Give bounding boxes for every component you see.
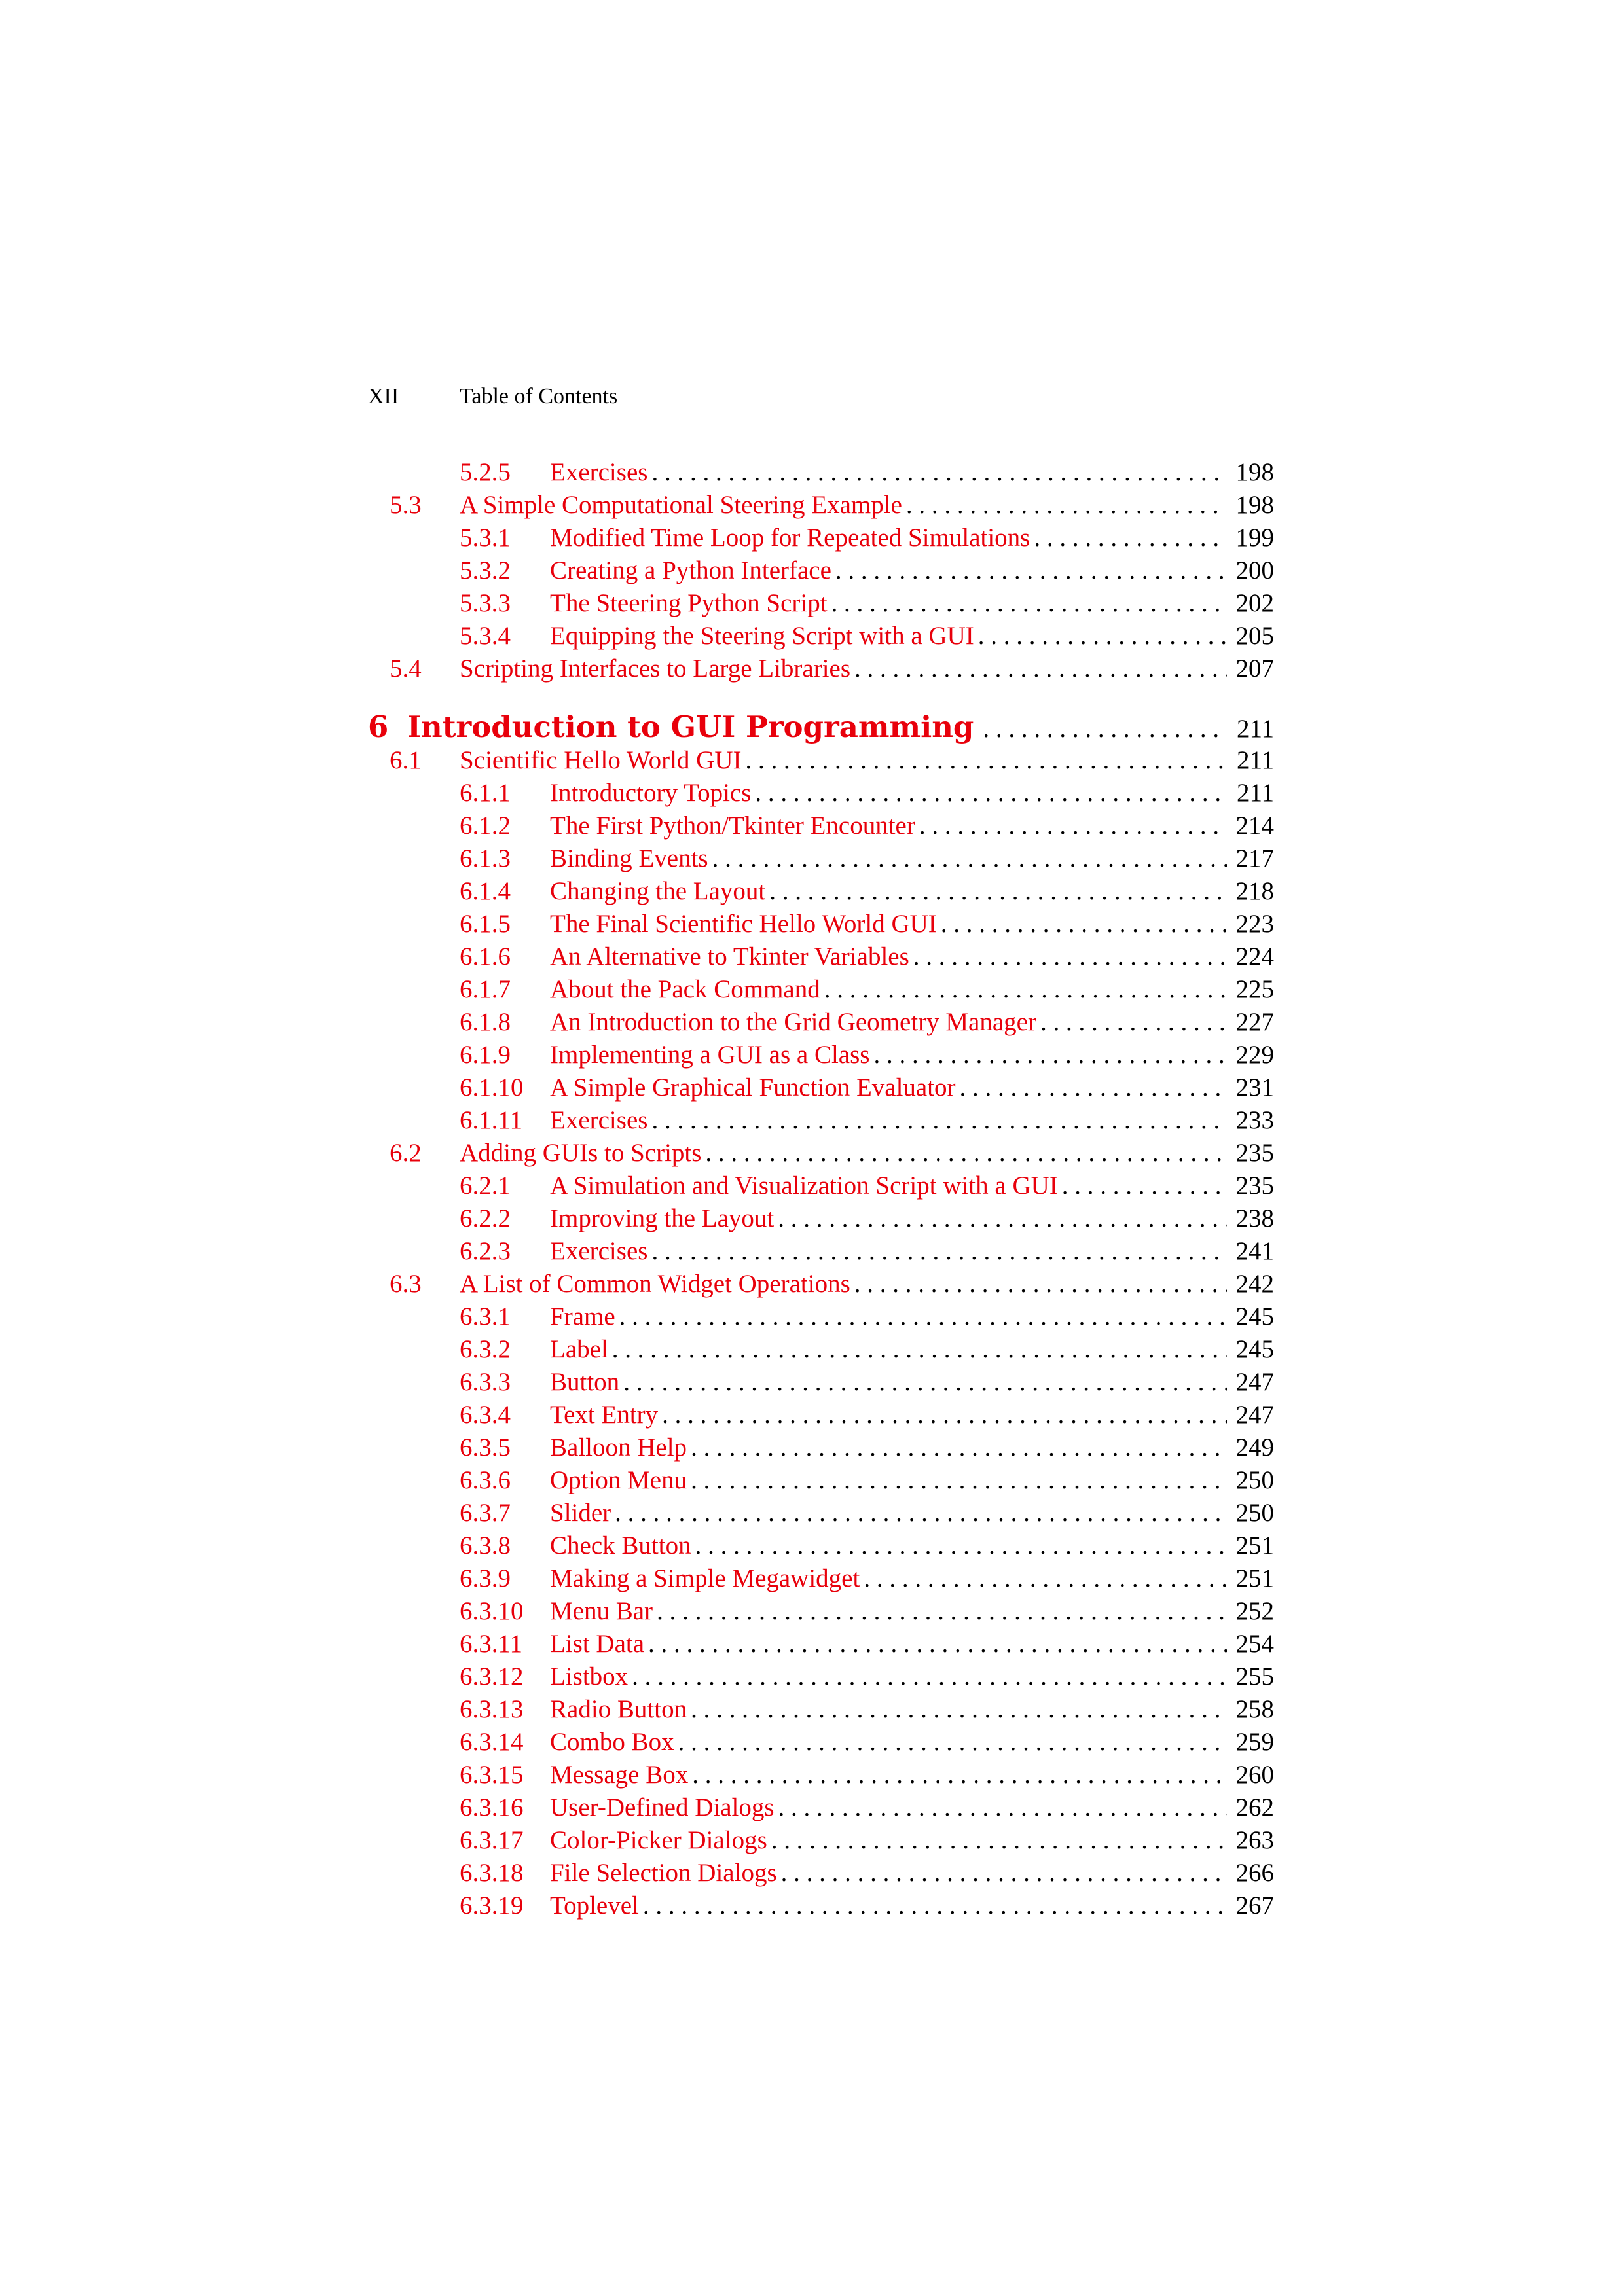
toc-page-number: 224: [1227, 941, 1274, 973]
toc-page-number: 258: [1227, 1693, 1274, 1726]
toc-entry-line: [550, 777, 1274, 810]
toc-entry-number[interactable]: 6.3.5: [460, 1433, 511, 1462]
toc-entry-title-link[interactable]: Improving the Layout: [550, 1202, 778, 1235]
toc-entry-line: [550, 1006, 1274, 1039]
toc-page-number: 223: [1227, 908, 1274, 941]
toc-entry-title-link[interactable]: Creating a Python Interface: [550, 554, 835, 587]
toc-page-number: 245: [1227, 1333, 1274, 1366]
toc-section-entry[interactable]: [368, 653, 1274, 685]
toc-subsection-entry[interactable]: [368, 554, 1274, 587]
toc-subsection-entry[interactable]: [368, 1431, 1274, 1464]
dot-leader: [873, 1039, 1227, 1071]
toc-entry-number[interactable]: 6.1.8: [460, 1008, 511, 1036]
toc-page-number: 259: [1227, 1726, 1274, 1759]
toc-entry-line: [550, 1039, 1274, 1071]
toc-entry-title-link[interactable]: Menu Bar: [550, 1595, 657, 1628]
dot-leader: [651, 456, 1227, 489]
toc-page-number: 238: [1227, 1202, 1274, 1235]
toc-page-number: 263: [1227, 1824, 1274, 1857]
toc-page-number: 231: [1227, 1071, 1274, 1104]
toc-entry-line: [550, 1824, 1274, 1857]
toc-entry-title-link[interactable]: Binding Events: [550, 842, 712, 875]
toc-entry-title-link[interactable]: An Alternative to Tkinter Variables: [550, 941, 913, 973]
toc-entry-number[interactable]: 5.3.2: [460, 556, 511, 584]
dot-leader: [778, 1791, 1227, 1824]
dot-leader: [691, 1464, 1227, 1497]
toc-subsection-entry[interactable]: [368, 842, 1274, 875]
toc-subsection-entry[interactable]: [368, 1333, 1274, 1366]
toc-entry-title-link[interactable]: Color-Picker Dialogs: [550, 1824, 771, 1857]
toc-subsection-entry[interactable]: [368, 908, 1274, 941]
toc-entry-line: [550, 1431, 1274, 1464]
toc-entry-number[interactable]: 6.1.3: [460, 844, 511, 872]
toc-entry-line: [550, 1464, 1274, 1497]
toc-entry-number[interactable]: 6.1: [390, 746, 422, 774]
toc-entry-number[interactable]: 6.1.11: [460, 1106, 523, 1134]
toc-subsection-entry[interactable]: [368, 1824, 1274, 1857]
toc-subsection-entry[interactable]: [368, 973, 1274, 1006]
toc-entry-number[interactable]: 5.4: [390, 655, 422, 683]
toc-section-entry[interactable]: [368, 1268, 1274, 1300]
dot-leader: [854, 653, 1227, 685]
toc-page-number: 202: [1227, 587, 1274, 620]
dot-leader: [657, 1595, 1227, 1628]
toc-page-number: 211: [1227, 777, 1274, 810]
toc-subsection-entry[interactable]: [368, 1235, 1274, 1268]
dot-leader: [978, 620, 1227, 653]
toc-page-number: 225: [1227, 973, 1274, 1006]
toc-subsection-entry[interactable]: [368, 587, 1274, 620]
toc-page-number: 242: [1227, 1268, 1274, 1300]
dot-leader: [691, 1693, 1227, 1726]
toc-subsection-entry[interactable]: [368, 1660, 1274, 1693]
dot-leader: [651, 1235, 1227, 1268]
toc-subsection-entry[interactable]: [368, 875, 1274, 908]
chapter-number[interactable]: 6: [368, 709, 389, 744]
dot-leader: [691, 1431, 1227, 1464]
dot-leader: [612, 1333, 1227, 1366]
toc-subsection-entry[interactable]: [368, 1300, 1274, 1333]
toc-section-entry[interactable]: [368, 1137, 1274, 1170]
toc-entry-title-link[interactable]: A Simulation and Visualization Script with a GUI: [550, 1170, 1062, 1202]
toc-page-number: 198: [1227, 456, 1274, 489]
toc-entry-number[interactable]: 6.3.2: [460, 1335, 511, 1363]
toc-entry-title-link[interactable]: Option Menu: [550, 1464, 691, 1497]
toc-entry-title-link[interactable]: Changing the Layout: [550, 875, 769, 908]
toc-entry-number[interactable]: 6.3.15: [460, 1761, 524, 1789]
toc-entry-line: [550, 1071, 1274, 1104]
toc-entry-number[interactable]: 5.2.5: [460, 458, 511, 486]
dot-leader: [960, 1071, 1227, 1104]
toc-entry-number[interactable]: 5.3: [390, 491, 422, 519]
toc-entry-title-link[interactable]: Implementing a GUI as a Class: [550, 1039, 873, 1071]
toc-subsection-entry[interactable]: [368, 456, 1274, 489]
toc-entry-title-link[interactable]: Message Box: [550, 1759, 692, 1791]
toc-entry-number[interactable]: 6.3.11: [460, 1630, 523, 1658]
toc-page-number: 227: [1227, 1006, 1274, 1039]
toc-subsection-entry[interactable]: [368, 1628, 1274, 1660]
dot-leader: [705, 1137, 1227, 1170]
toc-entry-line: [460, 744, 1274, 777]
dot-leader: [678, 1726, 1227, 1759]
dot-leader: [648, 1628, 1227, 1660]
toc-entry-number[interactable]: 6.3.18: [460, 1859, 524, 1887]
toc-chapter-entry[interactable]: [368, 708, 1274, 747]
toc-entry-line: [460, 1137, 1274, 1170]
toc-entry-number[interactable]: 6.1.10: [460, 1073, 524, 1102]
toc-entry-number[interactable]: 6.2.3: [460, 1237, 511, 1265]
toc-entry-line: [550, 1235, 1274, 1268]
dot-leader: [623, 1366, 1227, 1399]
toc-entry-title-link[interactable]: File Selection Dialogs: [550, 1857, 781, 1890]
toc-entry-title-link[interactable]: Modified Time Loop for Repeated Simulations: [550, 522, 1034, 554]
toc-page-number: 241: [1227, 1235, 1274, 1268]
dot-leader: [906, 489, 1227, 522]
toc-entry-title-link[interactable]: Label: [550, 1333, 612, 1366]
dot-leader: [864, 1562, 1227, 1595]
toc-entry-number[interactable]: 6.3.4: [460, 1401, 511, 1429]
toc-subsection-entry[interactable]: [368, 1759, 1274, 1791]
toc-entry-line: [550, 973, 1274, 1006]
toc-subsection-entry[interactable]: [368, 1693, 1274, 1726]
toc-subsection-entry[interactable]: [368, 1399, 1274, 1431]
toc-entry-title-link[interactable]: Text Entry: [550, 1399, 662, 1431]
toc-page-number: 252: [1227, 1595, 1274, 1628]
toc-entry-line: [460, 489, 1274, 522]
toc-entry-number[interactable]: 6.1.9: [460, 1041, 511, 1069]
toc-page-number: 255: [1227, 1660, 1274, 1693]
toc-page-number: 235: [1227, 1170, 1274, 1202]
toc-subsection-entry[interactable]: [368, 1497, 1274, 1530]
toc-entry-number[interactable]: 6.1.1: [460, 779, 511, 807]
toc-page-number: 199: [1227, 522, 1274, 554]
toc-page-number: 217: [1227, 842, 1274, 875]
toc-subsection-entry[interactable]: [368, 1202, 1274, 1235]
toc-entry-number[interactable]: 5.3.4: [460, 622, 511, 650]
toc-entry-line: [550, 1104, 1274, 1137]
dot-leader: [778, 1202, 1227, 1235]
toc-entry-line: [550, 587, 1274, 620]
toc-page-number: 198: [1227, 489, 1274, 522]
toc-entry-line: [550, 842, 1274, 875]
toc-entry-number[interactable]: 6.3.17: [460, 1826, 524, 1854]
toc-entry-line: [550, 1497, 1274, 1530]
chapter-title-link[interactable]: Introduction to GUI Programming: [407, 708, 983, 747]
dot-leader: [835, 554, 1227, 587]
toc-page-number: 200: [1227, 554, 1274, 587]
toc-subsection-entry[interactable]: [368, 1170, 1274, 1202]
toc-entry-number[interactable]: 5.3.3: [460, 589, 511, 617]
toc-page-number: 245: [1227, 1300, 1274, 1333]
page-number: XII: [368, 384, 399, 408]
toc-entry-title-link[interactable]: Exercises: [550, 456, 651, 489]
dot-leader: [824, 973, 1227, 1006]
dot-leader: [615, 1497, 1227, 1530]
toc-entry-number[interactable]: 6.3.19: [460, 1892, 524, 1920]
dot-leader: [831, 587, 1227, 620]
chapter-page-number: 211: [1227, 709, 1274, 749]
toc-entry-line: [550, 941, 1274, 973]
toc-entry-line: [550, 1628, 1274, 1660]
toc-page-number: 250: [1227, 1497, 1274, 1530]
dot-leader: [781, 1857, 1227, 1890]
toc-subsection-entry[interactable]: [368, 1890, 1274, 1922]
toc-subsection-entry[interactable]: [368, 1104, 1274, 1137]
toc-section-entry[interactable]: [368, 489, 1274, 522]
toc-entry-number[interactable]: 6.3.6: [460, 1466, 511, 1494]
toc-subsection-entry[interactable]: [368, 1530, 1274, 1562]
toc-entry-line: [550, 1170, 1274, 1202]
toc-entry-line: [550, 1759, 1274, 1791]
toc-entry-line: [550, 875, 1274, 908]
toc-page-number: 247: [1227, 1366, 1274, 1399]
toc-entry-number[interactable]: 6.3.8: [460, 1532, 511, 1560]
toc-entry-title-link[interactable]: Radio Button: [550, 1693, 691, 1726]
dot-leader: [692, 1759, 1227, 1791]
toc-entry-line: [550, 1791, 1274, 1824]
toc-entry-title-link[interactable]: Exercises: [550, 1104, 651, 1137]
toc-page-number: 205: [1227, 620, 1274, 653]
toc-subsection-entry[interactable]: [368, 810, 1274, 842]
toc-entry-title-link[interactable]: Scientific Hello World GUI: [460, 744, 745, 777]
toc-entry-title-link[interactable]: Balloon Help: [550, 1431, 691, 1464]
dot-leader: [651, 1104, 1227, 1137]
toc-subsection-entry[interactable]: [368, 777, 1274, 810]
toc-subsection-entry[interactable]: [368, 1039, 1274, 1071]
toc-entry-title-link[interactable]: Exercises: [550, 1235, 651, 1268]
toc-page-number: 247: [1227, 1399, 1274, 1431]
toc-entry-title-link[interactable]: About the Pack Command: [550, 973, 824, 1006]
toc-page-number: 266: [1227, 1857, 1274, 1890]
toc-entry-title-link[interactable]: List Data: [550, 1628, 648, 1660]
toc-subsection-entry[interactable]: [368, 1562, 1274, 1595]
toc-entry-line: [550, 1595, 1274, 1628]
toc-entry-line: [550, 810, 1274, 842]
toc-subsection-entry[interactable]: [368, 1366, 1274, 1399]
toc-subsection-entry[interactable]: [368, 522, 1274, 554]
toc-entry-line: [550, 1660, 1274, 1693]
dot-leader: [662, 1399, 1227, 1431]
toc-entry-line: [550, 1693, 1274, 1726]
toc-entry-number[interactable]: 6.3.3: [460, 1368, 511, 1396]
dot-leader: [1034, 522, 1227, 554]
toc-entry-number[interactable]: 6.3.14: [460, 1728, 524, 1756]
dot-leader: [643, 1890, 1227, 1922]
toc-page-number: 260: [1227, 1759, 1274, 1791]
toc-entry-line: [550, 1202, 1274, 1235]
toc-entry-title-link[interactable]: Scripting Interfaces to Large Libraries: [460, 653, 854, 685]
dot-leader: [771, 1824, 1227, 1857]
toc-page-number: 249: [1227, 1431, 1274, 1464]
toc-entry-title-link[interactable]: Adding GUIs to Scripts: [460, 1137, 705, 1170]
toc-page-number: 229: [1227, 1039, 1274, 1071]
dot-leader: [854, 1268, 1227, 1300]
toc-subsection-entry[interactable]: [368, 1595, 1274, 1628]
toc-page-number: 233: [1227, 1104, 1274, 1137]
dot-leader: [712, 842, 1227, 875]
toc-subsection-entry[interactable]: [368, 1726, 1274, 1759]
dot-leader: [619, 1300, 1227, 1333]
toc-entry-number[interactable]: 6.1.5: [460, 910, 511, 938]
toc-entry-title-link[interactable]: Frame: [550, 1300, 619, 1333]
toc-entry-number[interactable]: 5.3.1: [460, 524, 511, 552]
toc-entry-line: [550, 554, 1274, 587]
toc-entry-title-link[interactable]: A Simple Computational Steering Example: [460, 489, 906, 522]
toc-entry-number[interactable]: 6.3: [390, 1270, 422, 1298]
toc-entry-line: [550, 908, 1274, 941]
toc-entry-number[interactable]: 6.2: [390, 1139, 422, 1167]
dot-leader: [919, 810, 1227, 842]
toc-entry-title-link[interactable]: Slider: [550, 1497, 615, 1530]
toc-page-number: 250: [1227, 1464, 1274, 1497]
toc-page-number: 267: [1227, 1890, 1274, 1922]
dot-leader: [983, 709, 1227, 749]
toc-entry-title-link[interactable]: The Final Scientific Hello World GUI: [550, 908, 941, 941]
toc-page-number: 214: [1227, 810, 1274, 842]
toc-page-number: 235: [1227, 1137, 1274, 1170]
toc-entry-line: [550, 1857, 1274, 1890]
toc-entry-title-link[interactable]: The Steering Python Script: [550, 587, 831, 620]
toc-page-number: 254: [1227, 1628, 1274, 1660]
toc-subsection-entry[interactable]: [368, 941, 1274, 973]
toc-entry-title-link[interactable]: Introductory Topics: [550, 777, 755, 810]
toc-page-number: 207: [1227, 653, 1274, 685]
toc-entry-title-link[interactable]: Button: [550, 1366, 623, 1399]
toc-entry-line: [550, 1399, 1274, 1431]
running-title: Table of Contents: [460, 384, 618, 408]
toc-subsection-entry[interactable]: [368, 1857, 1274, 1890]
toc-entry-title-link[interactable]: A List of Common Widget Operations: [460, 1268, 854, 1300]
toc-entry-title-link[interactable]: Check Button: [550, 1530, 695, 1562]
toc-page-number: 218: [1227, 875, 1274, 908]
toc-subsection-entry[interactable]: [368, 1464, 1274, 1497]
toc-subsection-entry[interactable]: [368, 1791, 1274, 1824]
chapter-line: [407, 708, 1274, 749]
toc-entry-line: [550, 1562, 1274, 1595]
toc-entry-number[interactable]: 6.2.2: [460, 1204, 511, 1232]
toc-page-number: 211: [1227, 744, 1274, 777]
toc-entry-title-link[interactable]: An Introduction to the Grid Geometry Manager: [550, 1006, 1040, 1039]
toc-entry-line: [550, 522, 1274, 554]
dot-leader: [1040, 1006, 1227, 1039]
toc-entry-line: [460, 1268, 1274, 1300]
dot-leader: [941, 908, 1227, 941]
toc-entry-number[interactable]: 6.3.9: [460, 1564, 511, 1592]
dot-leader: [755, 777, 1227, 810]
toc-entry-line: [550, 1300, 1274, 1333]
toc-entry-number[interactable]: 6.1.2: [460, 812, 511, 840]
toc-entry-number[interactable]: 6.3.7: [460, 1499, 511, 1527]
toc-entry-title-link[interactable]: A Simple Graphical Function Evaluator: [550, 1071, 960, 1104]
dot-leader: [1062, 1170, 1227, 1202]
toc-entry-line: [550, 1333, 1274, 1366]
toc-entry-title-link[interactable]: User-Defined Dialogs: [550, 1791, 778, 1824]
toc-entry-number[interactable]: 6.3.12: [460, 1662, 524, 1691]
dot-leader: [695, 1530, 1227, 1562]
dot-leader: [632, 1660, 1227, 1693]
toc-entry-line: [550, 456, 1274, 489]
toc-subsection-entry[interactable]: [368, 620, 1274, 653]
running-header: [368, 384, 1285, 417]
toc-entry-number[interactable]: 6.2.1: [460, 1172, 511, 1200]
toc-entry-title-link[interactable]: The First Python/Tkinter Encounter: [550, 810, 919, 842]
toc-entry-number[interactable]: 6.1.4: [460, 877, 511, 905]
toc-entry-number[interactable]: 6.1.6: [460, 942, 511, 971]
dot-leader: [913, 941, 1227, 973]
toc-entry-title-link[interactable]: Combo Box: [550, 1726, 678, 1759]
toc-section-entry[interactable]: [368, 744, 1274, 777]
toc-entry-line: [550, 1726, 1274, 1759]
toc-page-number: 262: [1227, 1791, 1274, 1824]
toc-entry-title-link[interactable]: Making a Simple Megawidget: [550, 1562, 864, 1595]
toc-entry-number[interactable]: 6.3.13: [460, 1695, 524, 1723]
dot-leader: [745, 744, 1227, 777]
toc-entry-number[interactable]: 6.1.7: [460, 975, 511, 1003]
toc-entry-title-link[interactable]: Equipping the Steering Script with a GUI: [550, 620, 978, 653]
toc-entry-title-link[interactable]: Listbox: [550, 1660, 632, 1693]
toc-entry-line: [550, 1890, 1274, 1922]
toc-subsection-entry[interactable]: [368, 1071, 1274, 1104]
toc-page-number: 251: [1227, 1530, 1274, 1562]
toc-subsection-entry[interactable]: [368, 1006, 1274, 1039]
toc-entry-title-link[interactable]: Toplevel: [550, 1890, 643, 1922]
toc-entry-number[interactable]: 6.3.16: [460, 1793, 524, 1821]
toc-page-number: 251: [1227, 1562, 1274, 1595]
toc-entry-line: [550, 620, 1274, 653]
toc-entry-line: [550, 1530, 1274, 1562]
toc-entry-line: [460, 653, 1274, 685]
toc-entry-number[interactable]: 6.3.1: [460, 1302, 511, 1331]
dot-leader: [769, 875, 1227, 908]
toc-entry-number[interactable]: 6.3.10: [460, 1597, 524, 1625]
toc-entry-line: [550, 1366, 1274, 1399]
